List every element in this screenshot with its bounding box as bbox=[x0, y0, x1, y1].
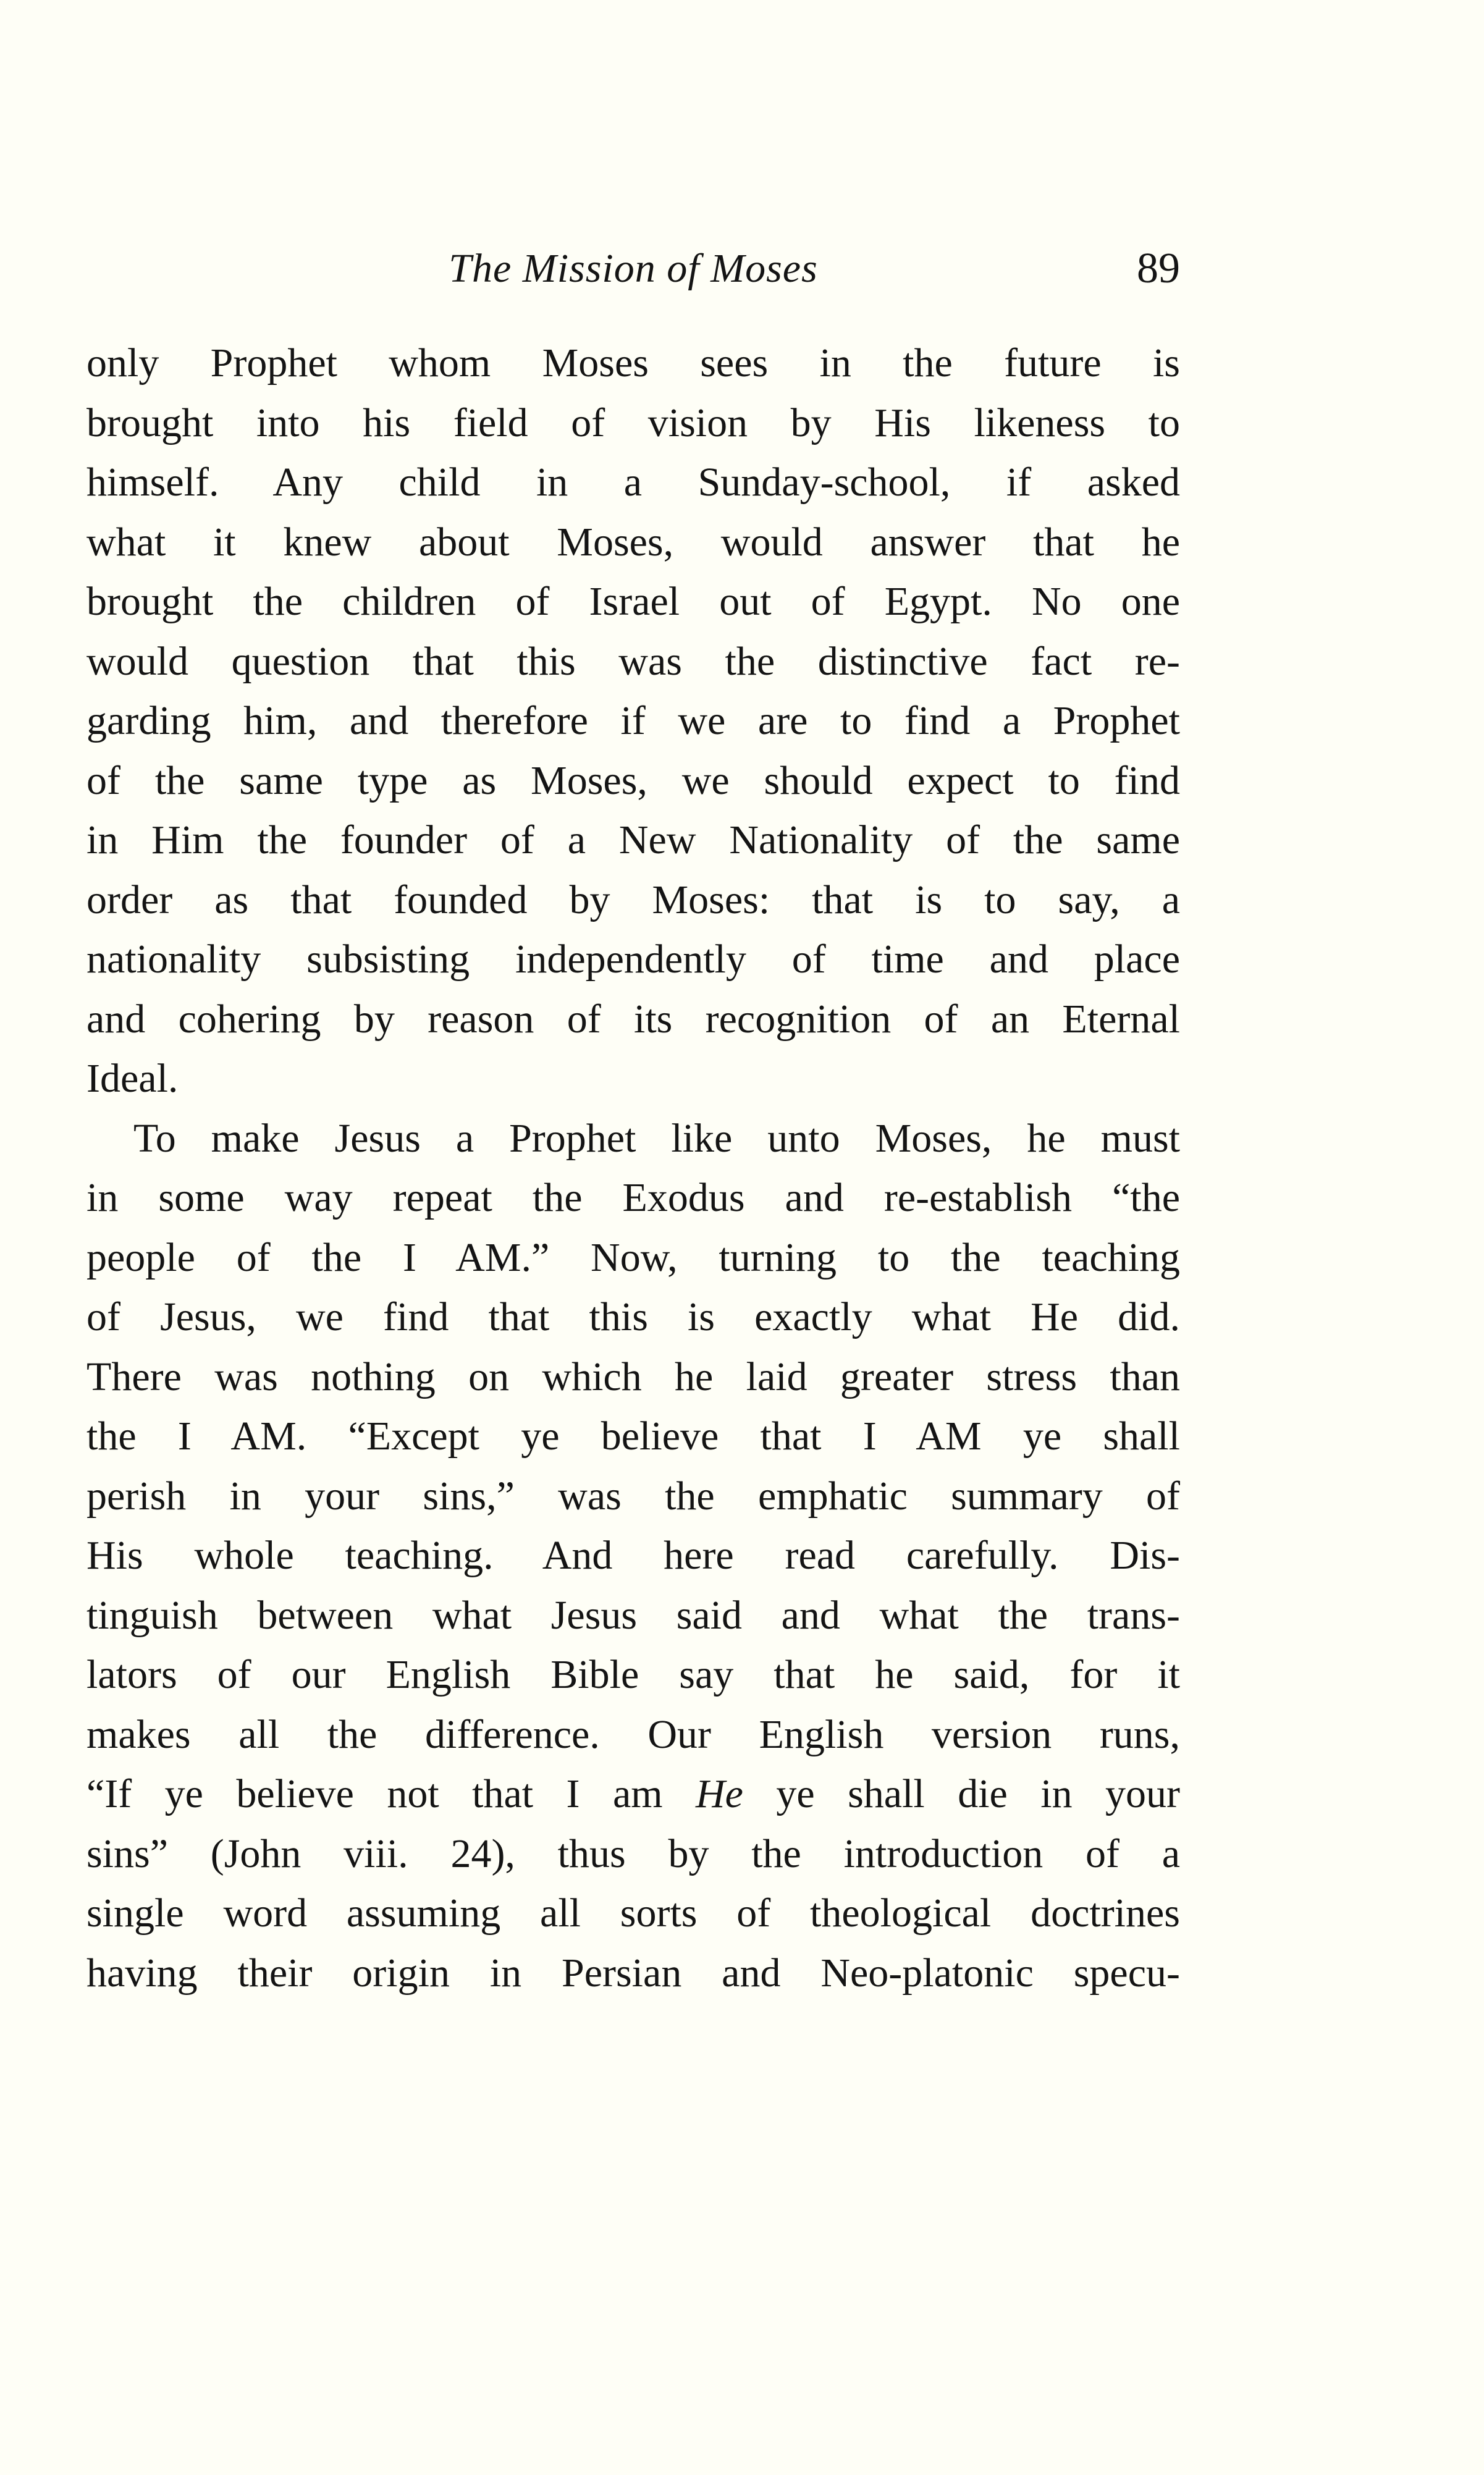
text-line: nationality subsisting independently of time and place bbox=[86, 937, 1180, 982]
text-line: brought the children of Israel out of Egypt. No one bbox=[86, 579, 1180, 624]
text-line: tinguish between what Jesus said and what the trans- bbox=[86, 1592, 1180, 1638]
text-line: people of the I AM.” Now, turning to the teaching bbox=[86, 1234, 1180, 1280]
text-line: of Jesus, we find that this is exactly what He did. bbox=[86, 1294, 1180, 1339]
running-head bbox=[86, 235, 1180, 303]
paragraph-2 bbox=[86, 1109, 1180, 2004]
text-line: order as that founded by Moses: that is to say, a bbox=[86, 877, 1180, 922]
line-segment: “If ye believe not that I am bbox=[86, 1771, 696, 1816]
text-line: perish in your sins,” was the emphatic summary of bbox=[86, 1473, 1180, 1519]
italic-word: He bbox=[696, 1771, 743, 1816]
text-line: only Prophet whom Moses sees in the future is bbox=[86, 340, 1180, 386]
text-line: of the same type as Moses, we should expect to find bbox=[86, 757, 1180, 803]
text-line: makes all the difference. Our English version runs, bbox=[86, 1711, 1180, 1757]
text-line: the I AM. “Except ye believe that I AM ye shall bbox=[86, 1414, 1180, 1459]
text-line: lators of our English Bible say that he said, for it bbox=[86, 1652, 1180, 1697]
text-line: garding him, and therefore if we are to find a Prophet bbox=[86, 698, 1180, 743]
text-line: himself. Any child in a Sunday-school, if asked bbox=[86, 460, 1180, 505]
text-line: and cohering by reason of its recognition of an Eternal bbox=[86, 996, 1180, 1042]
text-line: in some way repeat the Exodus and re-establish “the bbox=[86, 1175, 1180, 1220]
text-line-with-italic bbox=[86, 1765, 1180, 1824]
text-line: sins” (John viii. 24), thus by the introduction of a bbox=[86, 1831, 1180, 1876]
text-line: would question that this was the distinctive fact re- bbox=[86, 638, 1180, 684]
text-line: There was nothing on which he laid greater stress than bbox=[86, 1354, 1180, 1399]
paragraph-1 bbox=[86, 334, 1180, 1109]
text-line: To make Jesus a Prophet like unto Moses, he must bbox=[133, 1115, 1180, 1161]
body-text bbox=[86, 334, 1180, 2003]
text-line: what it knew about Moses, would answer that he bbox=[86, 519, 1180, 565]
text-line: having their origin in Persian and Neo-platonic specu- bbox=[86, 1950, 1180, 1996]
line-segment: ye shall die in your bbox=[743, 1771, 1180, 1816]
text-line: brought into his field of vision by His likeness to bbox=[86, 400, 1180, 445]
text-line: in Him the founder of a New Nationality of the same bbox=[86, 817, 1180, 862]
page-number: 89 bbox=[1137, 245, 1180, 292]
text-line: Ideal. bbox=[86, 1056, 179, 1101]
text-line: His whole teaching. And here read carefully. Dis- bbox=[86, 1533, 1180, 1578]
text-line: single word assuming all sorts of theological doctrines bbox=[86, 1891, 1180, 1936]
running-title: The Mission of Moses bbox=[449, 246, 818, 291]
